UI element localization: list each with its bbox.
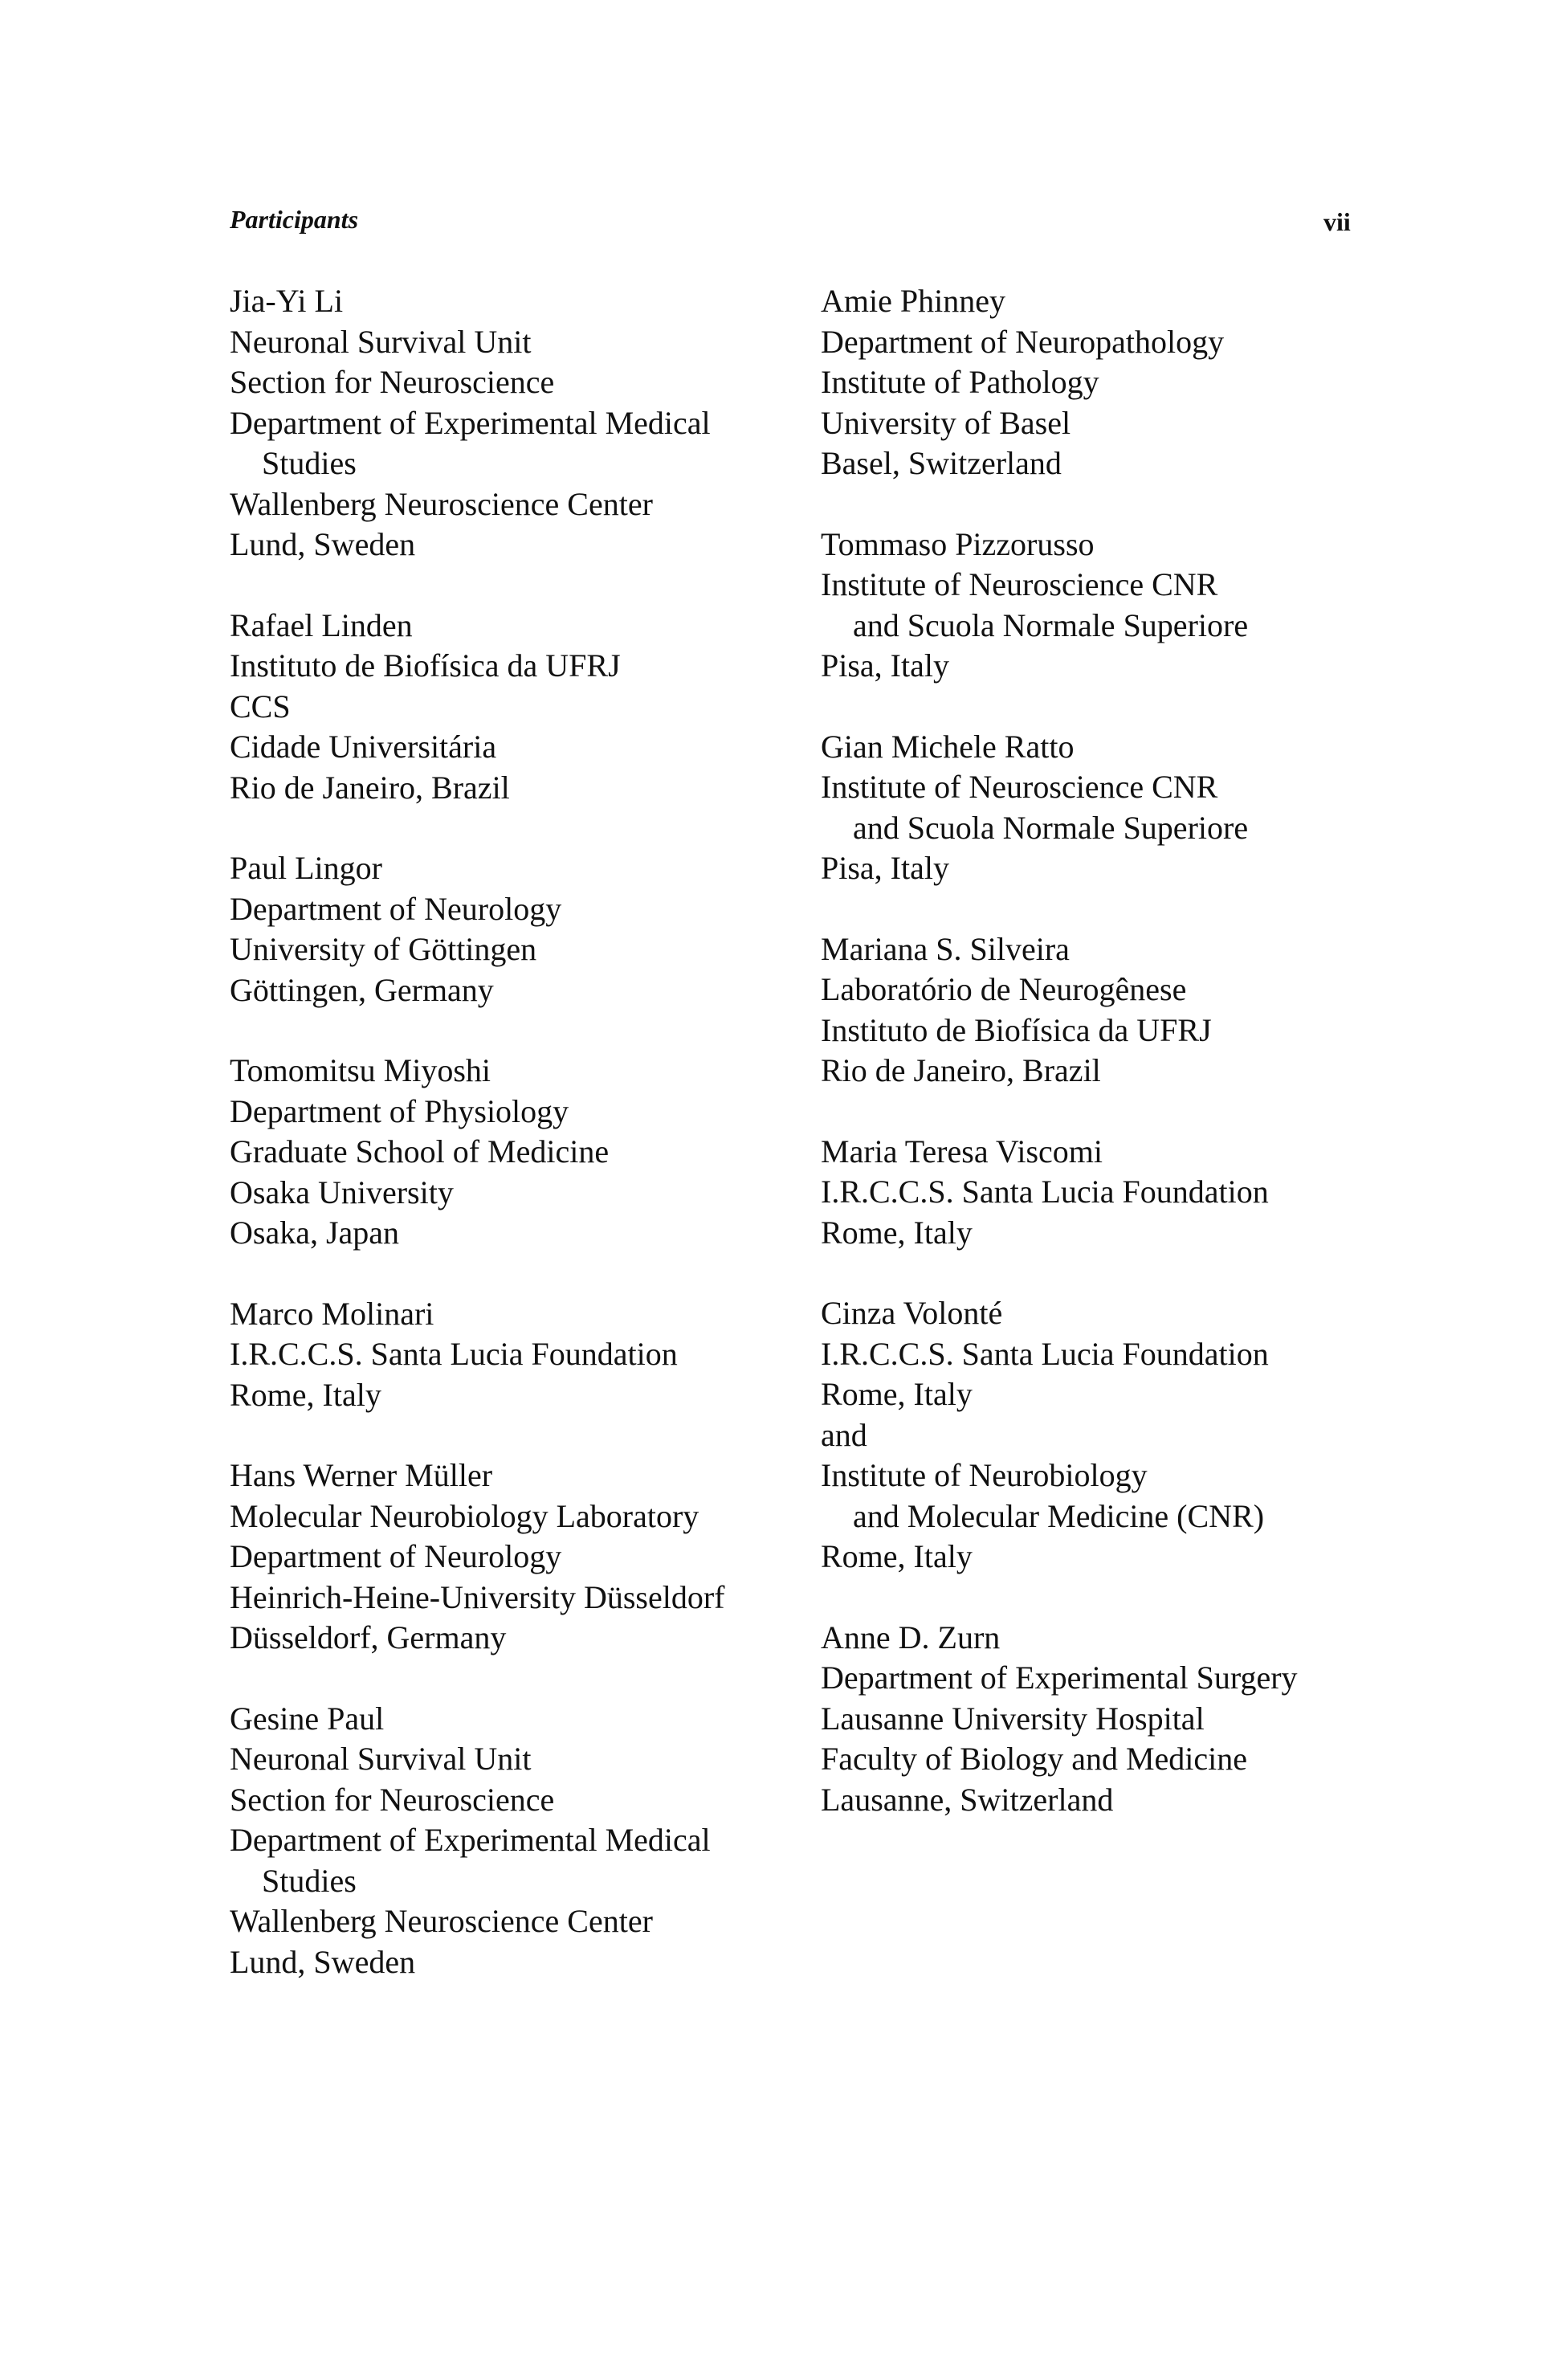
- participant-entry: [821, 525, 1399, 687]
- affiliation-line: Instituto de Biofísica da UFRJ: [821, 1011, 1212, 1048]
- participant-name: Jia-Yi Li: [230, 283, 344, 319]
- affiliation-line: Pisa, Italy: [821, 647, 949, 684]
- affiliation-line: Institute of Neuroscience CNR: [821, 566, 1218, 602]
- participant-name: Amie Phinney: [821, 283, 1005, 319]
- affiliation-line: Rio de Janeiro, Brazil: [821, 1052, 1101, 1088]
- participant-entry: [821, 281, 1399, 484]
- participant-entry: [821, 1132, 1399, 1254]
- participant-entry: [821, 929, 1399, 1092]
- participant-name: Rafael Linden: [230, 606, 413, 643]
- participant-entry: [821, 1293, 1399, 1578]
- affiliation-line: Heinrich-Heine-University Düsseldorf: [230, 1578, 725, 1615]
- participant-entry: [230, 848, 808, 1010]
- affiliation-line: Department of Physiology: [230, 1092, 569, 1129]
- page-number: vii: [1323, 207, 1351, 236]
- affiliation-line: Department of Neuropathology: [821, 323, 1225, 360]
- affiliation-line: Wallenberg Neuroscience Center: [230, 485, 653, 522]
- affiliation-line: Neuronal Survival Unit: [230, 323, 532, 360]
- affiliation-line: and Scuola Normale Superiore: [853, 606, 1249, 643]
- participant-name: Tomomitsu Miyoshi: [230, 1052, 491, 1088]
- affiliation-line: University of Göttingen: [230, 931, 537, 967]
- affiliation-line: Department of Experimental Medical: [230, 1822, 711, 1858]
- affiliation-line: Osaka University: [230, 1174, 454, 1210]
- affiliation-line: I.R.C.C.S. Santa Lucia Foundation: [821, 1174, 1269, 1210]
- affiliation-line: Instituto de Biofísica da UFRJ: [230, 647, 621, 684]
- affiliation-line: Studies: [262, 1862, 357, 1899]
- participant-name: Gesine Paul: [230, 1700, 385, 1737]
- affiliation-line: Section for Neuroscience: [230, 364, 555, 400]
- participant-entry: [821, 1618, 1399, 1821]
- affiliation-line: Düsseldorf, Germany: [230, 1619, 507, 1655]
- affiliation-line: Laboratório de Neurogênese: [821, 971, 1187, 1007]
- affiliation-line: Department of Neurology: [230, 1538, 562, 1574]
- running-head: Participants: [230, 205, 359, 234]
- affiliation-line: Rome, Italy: [821, 1538, 973, 1574]
- affiliation-line: Lund, Sweden: [230, 1943, 416, 1980]
- participant-name: Hans Werner Müller: [230, 1457, 493, 1493]
- affiliation-line: Rome, Italy: [821, 1214, 973, 1251]
- participant-name: Cinza Volonté: [821, 1295, 1003, 1331]
- affiliation-line: Lausanne, Switzerland: [821, 1781, 1114, 1818]
- affiliation-line: Rio de Janeiro, Brazil: [230, 769, 510, 806]
- participant-entry: [230, 1051, 808, 1254]
- participant-name: Paul Lingor: [230, 850, 382, 886]
- affiliation-line: Rome, Italy: [821, 1376, 973, 1412]
- affiliation-line: I.R.C.C.S. Santa Lucia Foundation: [821, 1335, 1269, 1372]
- affiliation-line: Lausanne University Hospital: [821, 1700, 1205, 1737]
- affiliation-line: Department of Neurology: [230, 890, 562, 927]
- affiliation-line: Göttingen, Germany: [230, 971, 494, 1008]
- participant-entry: [230, 606, 808, 809]
- affiliation-line: Studies: [262, 445, 357, 481]
- affiliation-line: Wallenberg Neuroscience Center: [230, 1903, 653, 1939]
- participant-entry: [230, 1455, 808, 1659]
- affiliation-line: Neuronal Survival Unit: [230, 1741, 532, 1777]
- affiliation-line: Cidade Universitária: [230, 729, 497, 765]
- participant-name: Tommaso Pizzorusso: [821, 525, 1095, 562]
- affiliation-line: Institute of Pathology: [821, 364, 1099, 400]
- affiliation-line: Osaka, Japan: [230, 1214, 400, 1251]
- participant-entry: [230, 281, 808, 565]
- participant-entry: [821, 727, 1399, 889]
- participant-entry: [230, 1294, 808, 1416]
- affiliation-line: Faculty of Biology and Medicine: [821, 1741, 1248, 1777]
- affiliation-line: Institute of Neurobiology: [821, 1457, 1148, 1493]
- participant-entry: [230, 1699, 808, 1983]
- affiliation-line: Lund, Sweden: [230, 526, 416, 562]
- affiliation-line: University of Basel: [821, 404, 1071, 441]
- affiliation-line: Department of Experimental Surgery: [821, 1659, 1298, 1696]
- affiliation-line: and Molecular Medicine (CNR): [853, 1497, 1265, 1534]
- participant-name: Anne D. Zurn: [821, 1619, 1001, 1655]
- affiliation-line: Pisa, Italy: [821, 850, 949, 886]
- participant-name: Mariana S. Silveira: [821, 930, 1070, 967]
- affiliation-line: Institute of Neuroscience CNR: [821, 769, 1218, 805]
- affiliation-line: I.R.C.C.S. Santa Lucia Foundation: [230, 1336, 678, 1372]
- left-participant-column: [230, 281, 808, 2023]
- affiliation-line: Section for Neuroscience: [230, 1781, 555, 1818]
- right-participant-column: [821, 281, 1399, 1860]
- affiliation-line: and Scuola Normale Superiore: [853, 809, 1249, 846]
- affiliation-line: Department of Experimental Medical: [230, 404, 711, 441]
- affiliation-line: Rome, Italy: [230, 1376, 381, 1413]
- affiliation-line: CCS: [230, 688, 291, 725]
- participant-name: Maria Teresa Viscomi: [821, 1133, 1103, 1170]
- affiliation-line: Graduate School of Medicine: [230, 1133, 610, 1170]
- affiliation-line: Molecular Neurobiology Laboratory: [230, 1497, 699, 1534]
- affiliation-line: and: [821, 1416, 867, 1453]
- affiliation-line: Basel, Switzerland: [821, 445, 1062, 481]
- participant-name: Gian Michele Ratto: [821, 728, 1075, 765]
- participant-name: Marco Molinari: [230, 1295, 434, 1332]
